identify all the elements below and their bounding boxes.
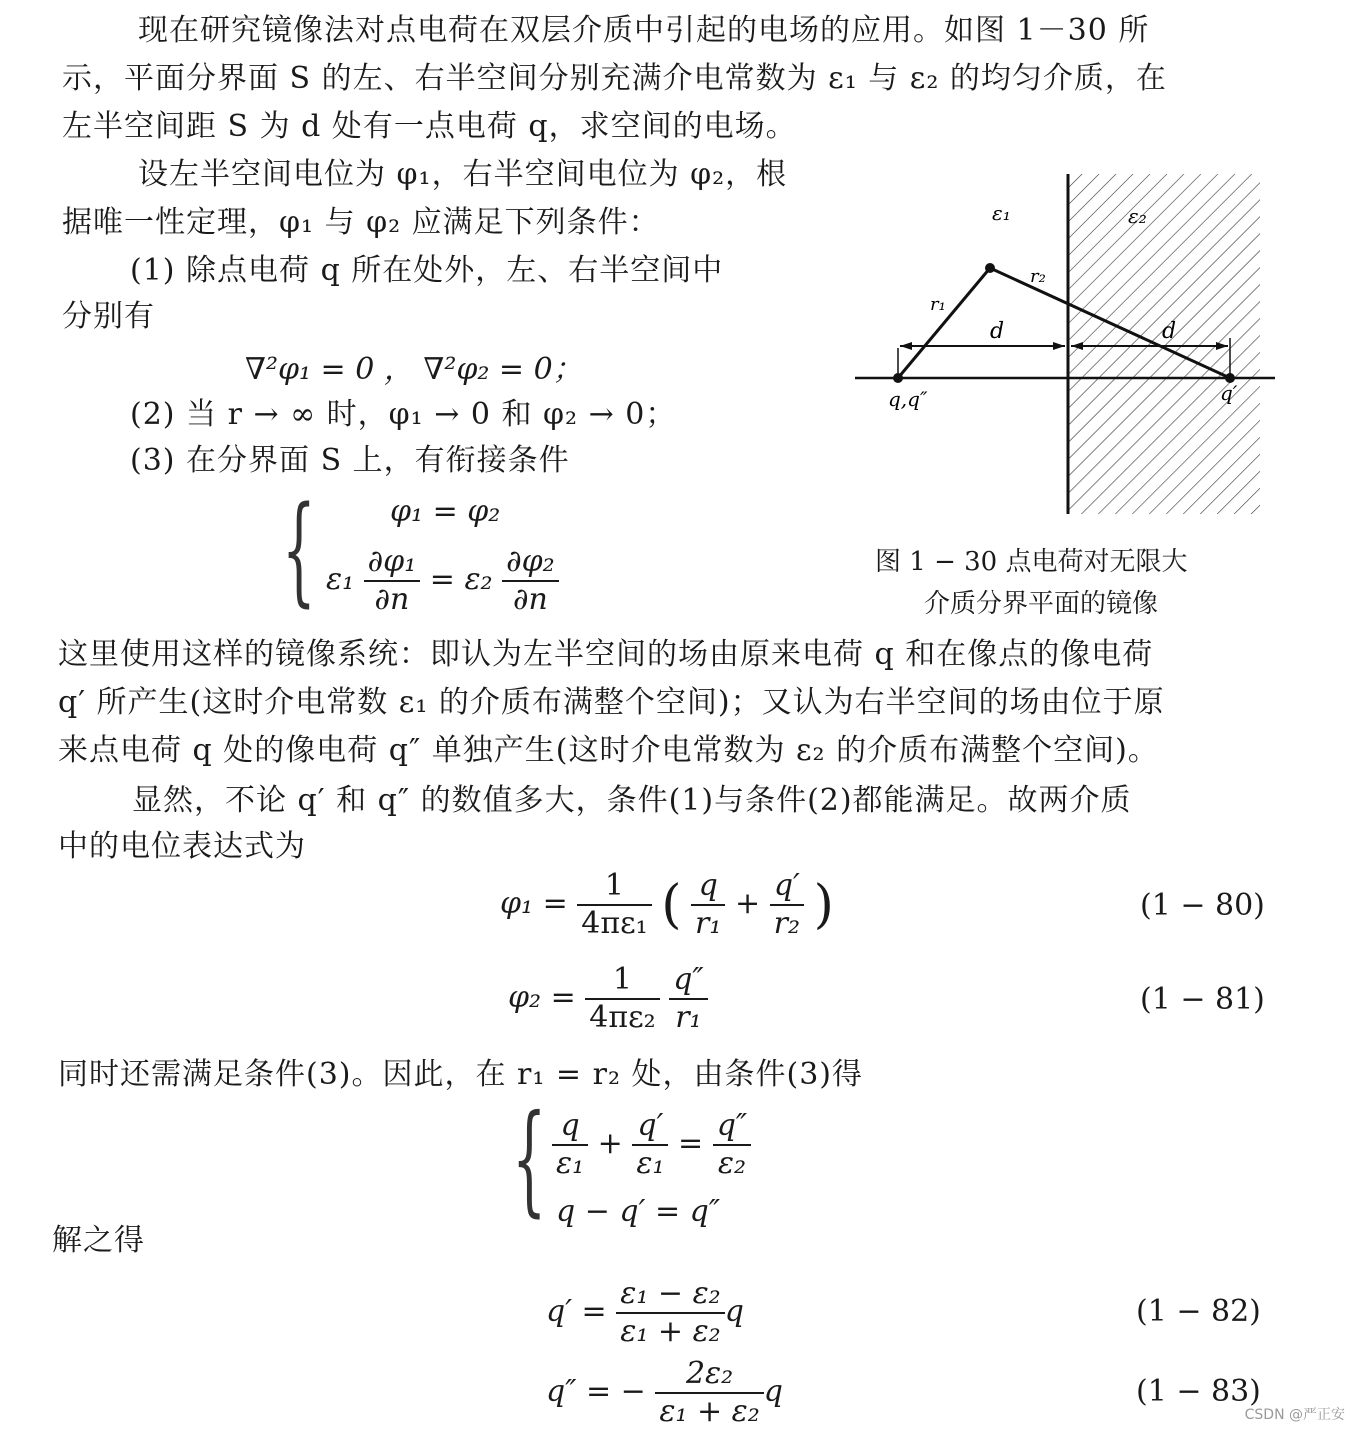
- text-line: 来点电荷 q 处的像电荷 q″ 单独产生(这时介电常数为 ε₂ 的介质布满整个空间)。: [58, 733, 1159, 768]
- watermark: CSDN @严正安: [1244, 1407, 1345, 1423]
- label-q-charges: q,q″: [888, 387, 928, 411]
- figure-caption-line2: 介质分界平面的镜像: [924, 589, 1159, 619]
- label-d-right: d: [1162, 319, 1177, 344]
- equation-1-80: φ₁ = $\frac{1}{\text{4πε₁}}$ ( $\frac{q}{\text{r₁}}$ + $\frac{q'}{\text{r₂}}$ ): [500, 868, 834, 941]
- condition-3: (3) 在分界面 S 上，有衔接条件: [130, 443, 570, 478]
- left-brace: {: [512, 1090, 547, 1229]
- dielectric-2-region: [1068, 174, 1260, 514]
- equation-number: (1 − 83): [1136, 1374, 1261, 1409]
- r1-line: [898, 268, 990, 378]
- text-line: 同时还需满足条件(3)。因此，在 r₁ = r₂ 处，由条件(3)得: [58, 1057, 864, 1092]
- equation-number: (1 − 81): [1140, 982, 1265, 1017]
- figure-caption-line1: 图 1 − 30 点电荷对无限大: [875, 547, 1188, 577]
- condition-1: (1) 除点电荷 q 所在处外，左、右半空间中: [130, 253, 724, 288]
- figure-diagram: [850, 168, 1280, 528]
- condition-2: (2) 当 r → ∞ 时，φ₁ → 0 和 φ₂ → 0；: [130, 397, 677, 432]
- system-equation-2: q − q′ = q″: [556, 1194, 721, 1229]
- laplace-equations: ∇²φ₁ = 0 ， ∇²φ₂ = 0；: [245, 352, 583, 387]
- text-line: 解之得: [52, 1223, 145, 1258]
- equation-number: (1 − 82): [1136, 1294, 1261, 1329]
- label-r2: r₂: [1030, 266, 1046, 287]
- label-image-charge: q′: [1220, 381, 1238, 405]
- boundary-condition-1: φ₁ = φ₂: [390, 494, 501, 529]
- boundary-condition-2: ε₁ $\frac{\text{∂φ₁}}{\partial n}$ = ε₂ $\frac{\text{∂φ₂}}{\partial n}$: [326, 544, 559, 618]
- label-d-left: d: [990, 319, 1005, 344]
- equation-1-81: φ₂ = $\frac{1}{\text{4πε₂}}$ $\frac{q''}{\text{r₁}}$: [508, 962, 708, 1036]
- equation-number: (1 − 80): [1140, 888, 1265, 923]
- observation-point: [985, 263, 995, 273]
- text-line: 分别有: [62, 299, 155, 334]
- text-line: 这里使用这样的镜像系统：即认为左半空间的场由原来电荷 q 和在像点的像电荷: [58, 637, 1154, 672]
- text-line: 现在研究镜像法对点电荷在双层介质中引起的电场的应用。如图 1－30 所: [138, 13, 1150, 48]
- text-line: 据唯一性定理，φ₁ 与 φ₂ 应满足下列条件：: [62, 205, 660, 240]
- text-line: q′ 所产生(这时介电常数 ε₁ 的介质布满整个空间)；又认为右半空间的场由位于原: [58, 685, 1165, 720]
- label-eps1: ε₁: [992, 201, 1011, 225]
- equation-1-82: q′ = $\frac{\text{ε₁ − ε₂}}{\text{ε₁ + ε₂}}$ q: [546, 1276, 744, 1349]
- text-line: 设左半空间电位为 φ₁，右半空间电位为 φ₂，根: [138, 157, 788, 192]
- system-equation-1: $\frac{q}{\text{ε₁}}$ + $\frac{q'}{\text{ε₁}}$ = $\frac{q''}{\text{ε₂}}$: [552, 1108, 751, 1182]
- equation-1-83: q″ = − $\frac{\text{2ε₂}}{\text{ε₁ + ε₂}}$ q: [546, 1356, 783, 1429]
- left-brace: {: [282, 480, 316, 618]
- eps1: ε₁: [326, 562, 355, 597]
- fraction: $\frac{\text{∂φ₁}}{\partial n}$: [364, 544, 421, 618]
- label-eps2: ε₂: [1128, 204, 1147, 228]
- label-r1: r₁: [930, 294, 946, 315]
- fraction: $\frac{\text{∂φ₂}}{\partial n}$: [502, 544, 559, 618]
- text-line: 左半空间距 S 为 d 处有一点电荷 q，求空间的电场。: [62, 109, 797, 144]
- text-line: 显然，不论 q′ 和 q″ 的数值多大，条件(1)与条件(2)都能满足。故两介质: [132, 783, 1132, 818]
- text-line: 示，平面分界面 S 的左、右半空间分别充满介电常数为 ε₁ 与 ε₂ 的均匀介质，在: [62, 61, 1167, 96]
- text-line: 中的电位表达式为: [58, 829, 306, 864]
